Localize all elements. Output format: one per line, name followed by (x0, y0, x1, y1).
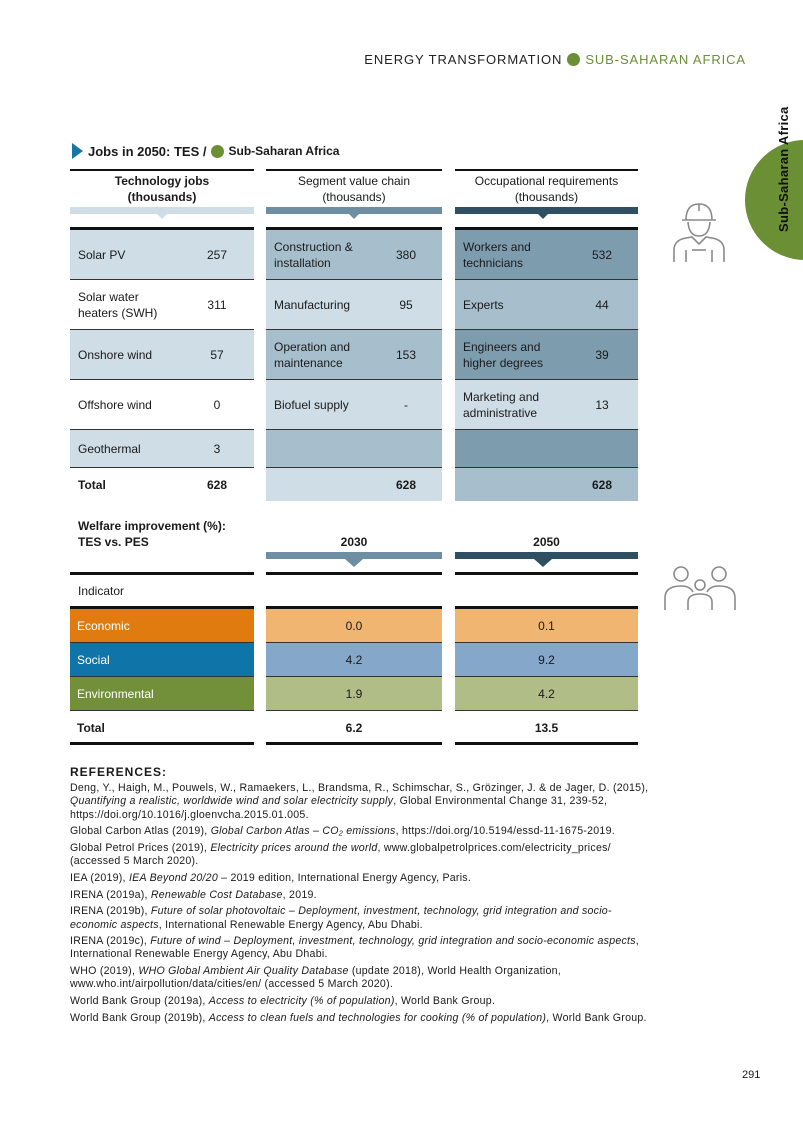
row-label: Solar water heaters (SWH) (78, 289, 158, 320)
ref-title: Access to electricity (% of population) (208, 995, 395, 1008)
table-row (455, 677, 638, 711)
reference-item (70, 905, 650, 931)
row-label: Workers and technicians (463, 239, 531, 270)
welfare-top-rule (266, 572, 442, 575)
row-value: 380 (395, 247, 417, 262)
row-label: Engineers and higher degrees (463, 339, 544, 370)
row-label: Geothermal (78, 441, 141, 456)
header-technology-jobs (70, 173, 254, 205)
title-main: Jobs in 2050: TES / (88, 143, 207, 159)
row-label: Construction & installation (274, 239, 353, 270)
table-row (266, 280, 442, 330)
column-bar-occupational (455, 207, 638, 214)
reference-item (70, 842, 650, 868)
row-label: Operation and maintenance (274, 339, 351, 370)
header-text: Technology jobs (thousands) (114, 174, 210, 204)
welfare-2030-column (266, 606, 442, 745)
table-row (266, 380, 442, 430)
figure-title (72, 143, 339, 159)
row-label: Solar PV (78, 247, 126, 262)
total-row (70, 468, 254, 501)
ref-title: WHO Global Ambient Air Quality Database (138, 965, 349, 978)
ref-text: IRENA (2019a), (70, 888, 151, 901)
ref-title: Electricity prices around the world (210, 842, 378, 855)
welfare-top-rule (455, 572, 638, 575)
reference-item (70, 782, 650, 822)
page-header (364, 52, 746, 67)
reference-item (70, 872, 650, 885)
row-label: Onshore wind (78, 347, 153, 362)
ref-text: World Bank Group (2019a), (70, 995, 209, 1008)
table-row (266, 643, 442, 677)
row-label: Social (77, 652, 110, 667)
total-value: 628 (206, 477, 228, 492)
welfare-indicator-column (70, 606, 254, 745)
row-value: 311 (207, 297, 227, 312)
chevron-down-icon (538, 214, 548, 219)
total-row (70, 711, 254, 745)
row-value: 4.2 (538, 686, 555, 701)
ref-title: Access to clean fuels and technologies for cooking (% of population) (208, 1011, 547, 1024)
table-row (70, 609, 254, 643)
total-value: 628 (395, 477, 417, 492)
worker-icon (668, 198, 730, 264)
table-row (455, 643, 638, 677)
indicator-label: Indicator (78, 584, 125, 598)
table-row (455, 609, 638, 643)
ref-title: Renewable Cost Database (150, 888, 283, 901)
row-value: 532 (591, 247, 613, 262)
ref-text: Global Carbon Atlas (2019), (70, 825, 211, 838)
chevron-down-icon (157, 214, 167, 219)
ref-text: , International Renewable Energy Agency, Abu Dhabi. (158, 918, 423, 931)
ref-title: Future of wind – Deployment, investment, technology, grid integration and socio-economic aspects (150, 935, 636, 948)
row-value: 4.2 (345, 652, 363, 667)
column-bar-technology (70, 207, 254, 214)
table-row (70, 280, 254, 330)
row-label: Economic (77, 618, 130, 633)
segment-value-chain-table (266, 227, 442, 501)
table-row (266, 677, 442, 711)
row-label: Experts (463, 297, 504, 312)
ref-text: , https://doi.org/10.5194/essd-11-1675-2019. (395, 825, 615, 838)
header-segment-value-chain (266, 173, 442, 205)
reference-item (70, 1012, 650, 1025)
table-row (70, 380, 254, 430)
reference-item (70, 935, 650, 961)
row-value: 13 (595, 397, 609, 412)
row-value: 57 (210, 347, 224, 362)
page-number: 291 (742, 1069, 761, 1081)
row-value: 153 (395, 347, 417, 362)
references-section (70, 766, 650, 1028)
year-bar-2050 (455, 552, 638, 559)
welfare-title (78, 518, 226, 550)
ref-text: (update 2018), World Health Organization, www.who.int/airpollution/data/cities/en/ (accessed 5 March 2020). (70, 965, 561, 991)
reference-item (70, 965, 650, 991)
triangle-marker-icon (72, 143, 83, 159)
ref-text: IRENA (2019c), (70, 935, 151, 948)
ref-text: WHO (2019), (70, 965, 139, 978)
ref-text: World Bank Group (2019b), (70, 1011, 209, 1024)
total-value: 6.2 (345, 721, 363, 735)
ref-text: – 2019 edition, International Energy Agency, Paris. (217, 871, 472, 884)
references-heading: REFERENCES: (70, 765, 168, 779)
table-row (266, 430, 442, 468)
table-row (70, 330, 254, 380)
row-label: Environmental (77, 686, 154, 701)
ref-title: Quantifying a realistic, worldwide wind and solar electricity supply (70, 795, 394, 808)
row-value: 257 (206, 247, 228, 262)
table-row (266, 609, 442, 643)
total-row (455, 711, 638, 745)
total-value: 13.5 (534, 721, 559, 735)
ref-text: , World Bank Group. (394, 995, 496, 1008)
row-value: 0.0 (345, 618, 363, 633)
column-top-rule (70, 169, 254, 171)
header-text: Occupational requirements (thousands) (474, 174, 619, 204)
chevron-down-icon (349, 214, 359, 219)
chevron-down-icon (534, 559, 552, 567)
ref-text: , 2019. (282, 888, 317, 901)
green-dot-icon (567, 53, 580, 66)
total-value: 628 (591, 477, 613, 492)
total-row (455, 468, 638, 501)
total-label: Total (78, 477, 106, 492)
table-row (455, 380, 638, 430)
green-dot-icon (211, 145, 224, 158)
row-value: 1.9 (345, 686, 363, 701)
reference-item (70, 889, 650, 902)
table-row (70, 430, 254, 468)
ref-title: Future of solar photovoltaic – Deployment, investment, technology, grid integration and socio-economic aspects (70, 905, 612, 931)
year-2030-header: 2030 (340, 535, 368, 549)
row-value: 95 (399, 297, 413, 312)
row-label: Manufacturing (274, 297, 351, 312)
reference-item (70, 995, 650, 1008)
row-value: 39 (595, 347, 609, 362)
table-row (455, 280, 638, 330)
column-top-rule (266, 169, 442, 171)
title-region: Sub-Saharan Africa (228, 144, 340, 158)
row-value: 44 (595, 297, 609, 312)
welfare-top-rule (70, 572, 254, 575)
total-row (266, 711, 442, 745)
ref-text: IRENA (2019b), (70, 905, 151, 918)
row-label: Offshore wind (78, 397, 152, 412)
row-value: 3 (213, 441, 221, 456)
reference-item (70, 825, 650, 838)
header-text: Segment value chain (thousands) (297, 174, 411, 204)
column-bar-segment (266, 207, 442, 214)
ref-text: Deng, Y., Haigh, M., Pouwels, W., Ramaekers, L., Brandsma, R., Schimschar, S., Grözinger, J. & de Jager, D. (2015), (70, 782, 649, 795)
chevron-down-icon (345, 559, 363, 567)
row-label: Biofuel supply (274, 397, 349, 412)
total-row (266, 468, 442, 501)
side-tab-label: Sub-Saharan Africa (776, 106, 791, 232)
header-occupational-requirements (455, 173, 638, 205)
header-section: ENERGY TRANSFORMATION (364, 52, 563, 67)
year-2050-header: 2050 (533, 535, 560, 549)
ref-text: , International Renewable Energy Agency, Abu Dhabi. (70, 935, 639, 961)
year-bar-2030 (266, 552, 442, 559)
ref-text: , Global Environmental Change 31, 239-52, https://doi.org/10.1016/j.gloenvcha.2015.01.005. (70, 795, 608, 821)
welfare-title-line: TES vs. PES (78, 535, 149, 549)
table-row (70, 230, 254, 280)
ref-title: IEA Beyond 20/20 (128, 871, 218, 884)
welfare-2050-column (455, 606, 638, 745)
people-icon (662, 564, 738, 612)
technology-jobs-table (70, 227, 254, 501)
row-value: 9.2 (538, 652, 555, 667)
header-region: SUB-SAHARAN AFRICA (585, 52, 746, 67)
table-row (266, 330, 442, 380)
table-row (70, 677, 254, 711)
table-row (455, 430, 638, 468)
welfare-title-line: Welfare improvement (%): (78, 519, 226, 533)
table-row (266, 230, 442, 280)
column-top-rule (455, 169, 638, 171)
ref-text: , World Bank Group. (546, 1011, 647, 1024)
ref-text: Global Petrol Prices (2019), (70, 842, 211, 855)
row-value: 0.1 (538, 618, 555, 633)
row-value: - (404, 397, 408, 412)
row-label: Marketing and administrative (463, 389, 540, 420)
table-row (455, 330, 638, 380)
total-label: Total (77, 721, 105, 735)
table-row (70, 643, 254, 677)
row-value: 0 (213, 397, 221, 412)
table-row (455, 230, 638, 280)
ref-title: Global Carbon Atlas – CO₂ emissions (210, 825, 396, 838)
ref-text: , www.globalpetrolprices.com/electricity_prices/ (accessed 5 March 2020). (70, 842, 611, 868)
occupational-requirements-table (455, 227, 638, 501)
ref-text: IEA (2019), (70, 871, 129, 884)
